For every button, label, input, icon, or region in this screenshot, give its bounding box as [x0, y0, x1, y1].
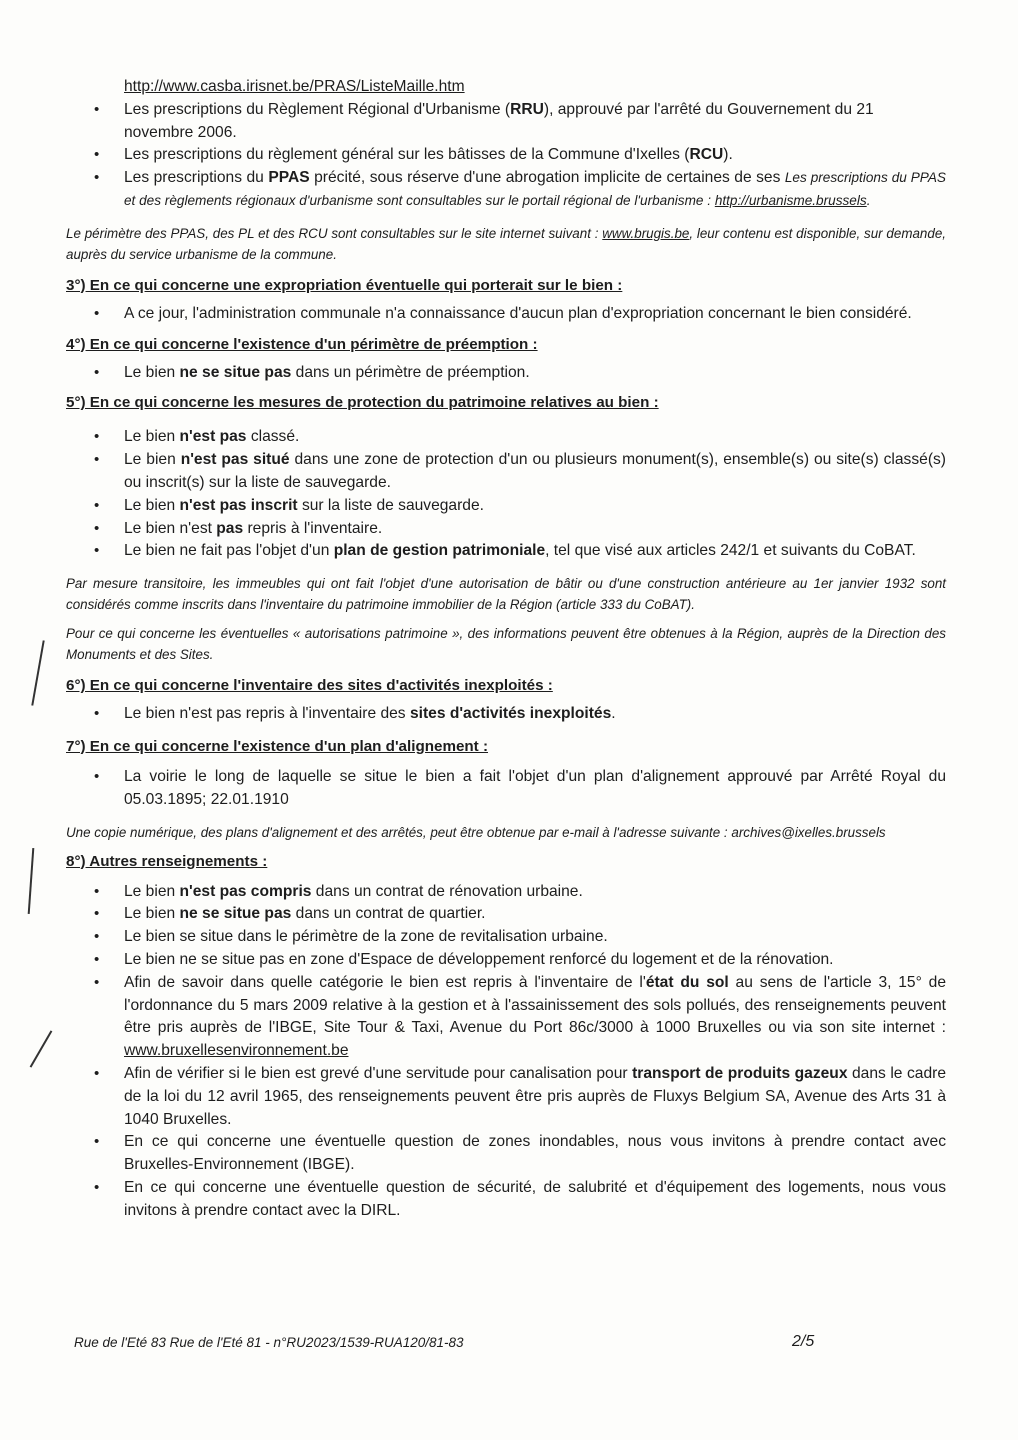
list-item: • Le bien n'est pas inscrit sur la liste de sauvegarde. — [66, 495, 946, 518]
prescriptions-list — [66, 99, 946, 213]
list-item: • Les prescriptions du PPAS précité, sous réserve d'une abrogation implicite de certaines de ses Les prescriptions du PPAS et des règlements régionaux d'urbanisme sont consultables sur le portail régional de l'urbanisme : http://urbanisme.brussels. — [66, 167, 946, 213]
section-7-title: 7°) En ce qui concerne l'existence d'un plan d'alignement : — [66, 737, 489, 755]
list-item: • Les prescriptions du Règlement Régional d'Urbanisme (RRU), approuvé par l'arrêté du Gouvernement du 21 novembre 2006. — [66, 99, 946, 145]
page-number: 2/5 — [792, 1333, 815, 1350]
section-5-title: 5°) En ce qui concerne les mesures de protection du patrimoine relatives au bien : — [66, 394, 659, 412]
list-item: • Les prescriptions du règlement général sur les bâtisses de la Commune d'Ixelles (RCU). — [66, 144, 946, 167]
section-4-list — [66, 362, 946, 385]
transitional-note: Par mesure transitoire, les immeubles qui ont fait l'objet d'une autorisation de bâtir ou d'une construction antérieure au 1er janvier 1932 sont considérés comme inscrits dans l'inventaire du patrimoine immobilier de la Région (article 333 du CoBAT). — [66, 576, 946, 613]
section-3-list — [66, 303, 946, 326]
section-5-list — [66, 426, 946, 563]
section-8-list — [66, 881, 946, 1223]
list-item: • Le bien ne se situe pas dans un périmètre de préemption. — [66, 362, 946, 385]
list-item: • Le bien ne se situe pas en zone d'Espace de développement renforcé du logement et de la rénovation. — [66, 949, 946, 972]
section-6-title: 6°) En ce qui concerne l'inventaire des sites d'activités inexploités : — [66, 677, 553, 695]
footer-reference: Rue de l'Eté 83 Rue de l'Eté 81 - n°RU2023/1539-RUA120/81-83 — [74, 1335, 464, 1350]
list-item: • Le bien n'est pas situé dans une zone de protection d'un ou plusieurs monument(s), ensemble(s) ou site(s) classé(s) ou inscrit(s) sur la liste de sauvegarde. — [66, 449, 946, 495]
urbanisme-link[interactable]: http://urbanisme.brussels — [714, 192, 867, 208]
margin-mark — [30, 1030, 53, 1067]
section-6-list — [66, 703, 946, 726]
list-item: • Le bien ne fait pas l'objet d'un plan de gestion patrimoniale, tel que visé aux articles 242/1 et suivants du CoBAT. — [66, 540, 946, 563]
pras-link[interactable]: http://www.casba.irisnet.be/PRAS/ListeMaille.htm — [124, 78, 465, 95]
list-item: • Le bien n'est pas classé. — [66, 426, 946, 449]
list-item: • La voirie le long de laquelle se situe le bien a fait l'objet d'un plan d'alignement approuvé par Arrêté Royal du 05.03.1895; 22.01.1910 — [66, 766, 946, 812]
margin-mark — [28, 848, 35, 914]
alignment-note: Une copie numérique, des plans d'alignement et des arrêtés, peut être obtenue par e-mail à l'adresse suivante : archives@ixelles.brussels — [66, 824, 886, 840]
margin-mark — [31, 640, 44, 705]
list-item: • A ce jour, l'administration communale n'a connaissance d'aucun plan d'expropriation concernant le bien considéré. — [66, 303, 946, 326]
section-4-title: 4°) En ce qui concerne l'existence d'un périmètre de préemption : — [66, 335, 538, 353]
list-item: • Le bien n'est pas repris à l'inventaire. — [66, 518, 946, 541]
brugis-link[interactable]: www.brugis.be — [602, 225, 690, 241]
section-7-list — [66, 766, 946, 812]
heritage-note: Pour ce qui concerne les éventuelles « autorisations patrimoine », des informations peuvent être obtenues à la Région, auprès de la Direction des Monuments et des Sites. — [66, 626, 946, 663]
ppas-note: Le périmètre des PPAS, des PL et des RCU sont consultables sur le site internet suivant : www.brugis.be, leur contenu est disponible, sur demande, auprès du service urbanisme de la commune. — [66, 225, 946, 262]
section-8-title: 8°) Autres renseignements : — [66, 852, 268, 870]
list-item: • Le bien n'est pas repris à l'inventaire des sites d'activités inexploités. — [66, 703, 946, 726]
list-item: • Le bien ne se situe pas dans un contrat de quartier. — [66, 903, 946, 926]
section-3-title: 3°) En ce qui concerne une expropriation éventuelle qui porterait sur le bien : — [66, 276, 623, 294]
ibge-link[interactable]: www.bruxellesenvironnement.be — [124, 1042, 349, 1060]
list-item: • Le bien n'est pas compris dans un contrat de rénovation urbaine. — [66, 881, 946, 904]
list-item: • Afin de vérifier si le bien est grevé d'une servitude pour canalisation pour transport de produits gazeux dans le cadre de la loi du 12 avril 1965, des renseignements peuvent être pris auprès de Fluxys Belgium SA, Avenue des Arts 31 à 1040 Bruxelles. — [66, 1063, 946, 1131]
list-item: • En ce qui concerne une éventuelle question de sécurité, de salubrité et d'équipement des logements, nous vous invitons à prendre contact avec la DIRL. — [66, 1177, 946, 1223]
document-body — [66, 76, 946, 1223]
list-item: • En ce qui concerne une éventuelle question de zones inondables, nous vous invitons à prendre contact avec Bruxelles-Environnement (IBGE). — [66, 1131, 946, 1177]
list-item: • Afin de savoir dans quelle catégorie le bien est repris à l'inventaire de l'état du sol au sens de l'article 3, 15° de l'ordonnance du 5 mars 2009 relative à la gestion et à l'assainissement des sols pollués, des renseignements peuvent être pris auprès de l'IBGE, Site Tour & Taxi, Avenue du Port 86c/3000 à 1000 Bruxelles ou via son site internet : www.bruxellesenvironnement.be — [66, 972, 946, 1063]
list-item: • Le bien se situe dans le périmètre de la zone de revitalisation urbaine. — [66, 926, 946, 949]
